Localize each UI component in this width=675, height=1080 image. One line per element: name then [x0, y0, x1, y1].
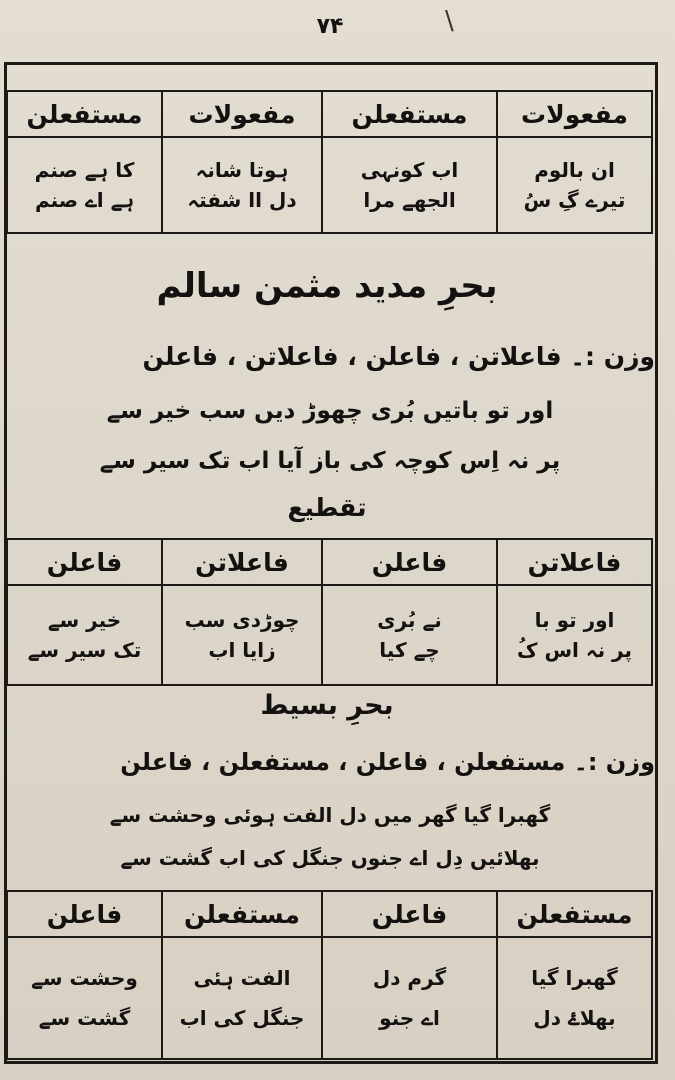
table-cell: ہوتا شانہ دل اا شفتہ	[162, 137, 322, 233]
table-header-row	[7, 891, 652, 937]
table-header-cell: مستفعلن	[7, 91, 162, 137]
wazn-line: وزن :۔ فاعلاتن ، فاعلن ، فاعلاتن ، فاعلن	[142, 342, 655, 371]
table-cell: گھبرا گیا بھلاۓ دل	[497, 937, 652, 1059]
table-row	[7, 137, 652, 233]
table-header-cell: مفعولات	[162, 91, 322, 137]
ink-stroke: \	[445, 6, 454, 36]
table-header-cell: فاعلن	[322, 539, 497, 585]
table-cell: اب کونہی الجھے مرا	[322, 137, 497, 233]
table-cell: خیر سے تک سیر سے	[7, 585, 162, 685]
meter-table-3	[6, 890, 653, 1060]
table-cell: وحشت سے گشت سے	[7, 937, 162, 1059]
table-header-cell: مستفعلن	[322, 91, 497, 137]
table-header-cell: فاعلن	[322, 891, 497, 937]
taqti-heading: تقطیع	[287, 493, 367, 522]
table-header-row	[7, 91, 652, 137]
table-cell: الفت ہئی جنگل کی اب	[162, 937, 322, 1059]
table-header-row	[7, 539, 652, 585]
wazn-line: وزن :۔ مستفعلن ، فاعلن ، مستفعلن ، فاعلن	[120, 748, 655, 776]
table-header-cell: مستفعلن	[162, 891, 322, 937]
table-cell: اور تو با پر نہ اس کُ	[497, 585, 652, 685]
meter-table-1	[6, 90, 653, 234]
verse-line: گھبرا گیا گھر میں دل الفت ہوئی وحشت سے	[109, 803, 551, 827]
table-header-cell: فاعلاتن	[162, 539, 322, 585]
table-header-cell: فاعلن	[7, 891, 162, 937]
section-title: بحرِ بسیط	[260, 690, 394, 721]
page-number: ۷۴	[316, 14, 344, 39]
section-title: بحرِ مدید مثمن سالم	[156, 266, 498, 306]
verse-line: بھلائیں دِل اے جنوں جنگل کی اب گشت سے	[120, 846, 540, 870]
table-cell: نے بُری چے کیا	[322, 585, 497, 685]
table-header-cell: مستفعلن	[497, 891, 652, 937]
table-cell: گرم دل اے جنو	[322, 937, 497, 1059]
table-cell: کا ہے صنم ہے اے صنم	[7, 137, 162, 233]
table-row	[7, 585, 652, 685]
table-cell: چوڑدی سب زایا اب	[162, 585, 322, 685]
verse-line: اور تو باتیں بُری چھوڑ دیں سب خیر سے	[106, 398, 554, 424]
table-header-cell: فاعلاتن	[497, 539, 652, 585]
table-row	[7, 937, 652, 1059]
table-header-cell: فاعلن	[7, 539, 162, 585]
verse-line: پر نہ اِس کوچہ کی باز آیا اب تک سیر سے	[99, 448, 561, 474]
table-header-cell: مفعولات	[497, 91, 652, 137]
meter-table-2	[6, 538, 653, 686]
table-cell: ان بالوم تیرے گِ سُ	[497, 137, 652, 233]
